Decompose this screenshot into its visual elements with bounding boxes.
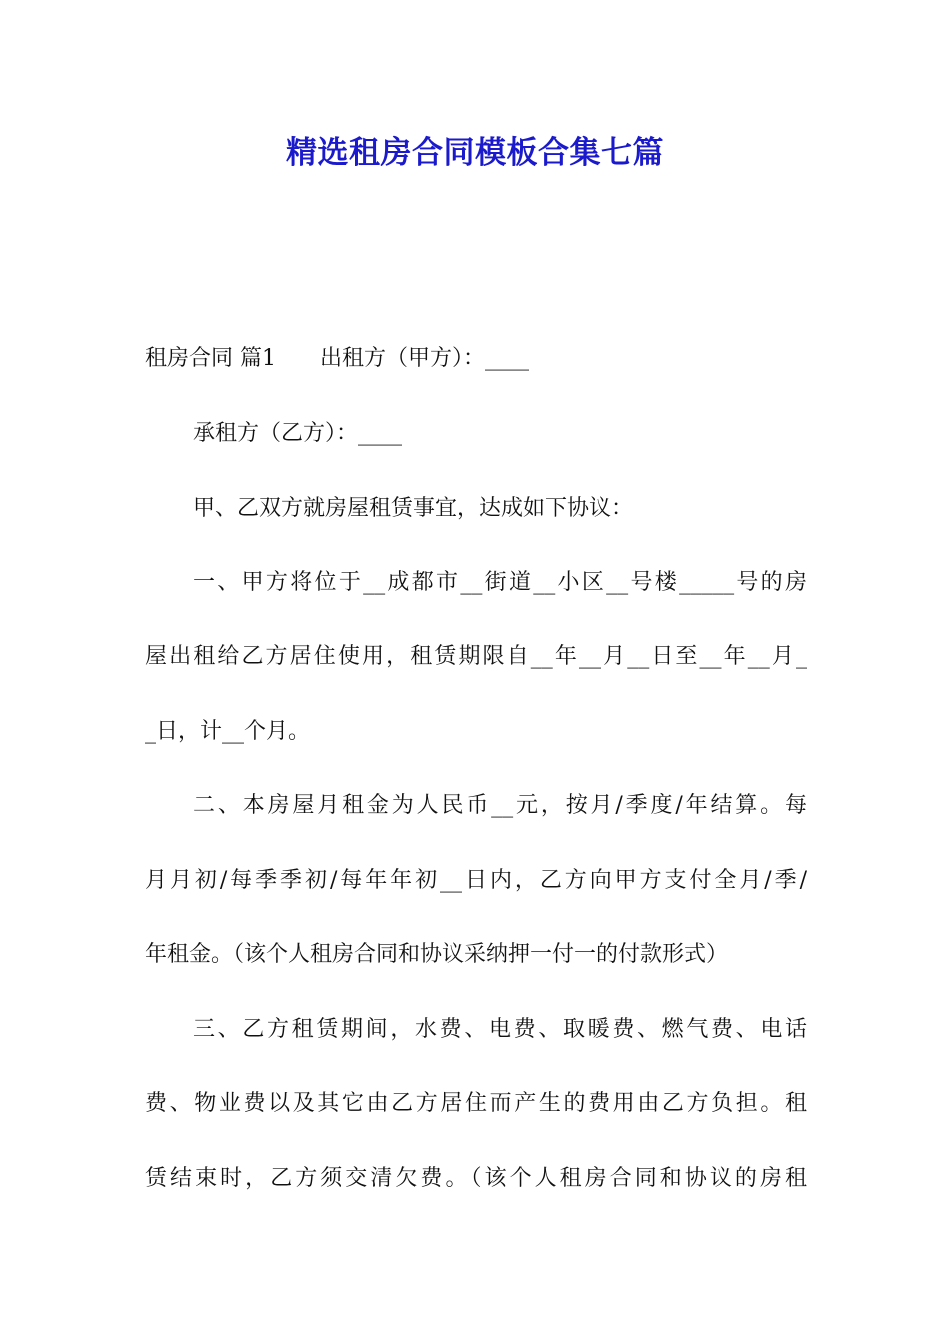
paragraph-line-heading [145,339,807,379]
lessor-field: 出租方（甲方）：____ [320,346,530,371]
document-title: 精选租房合同模板合集七篇 [286,135,664,171]
paragraph-line: 二、本房屋月租金为人民币__元，按月/季度/年结算。每 [193,793,807,818]
paragraph-line: 费、物业费以及其它由乙方居住而产生的费用由乙方负担。租 [145,1091,807,1116]
paragraph-line: 年租金。（该个人租房合同和协议采纳押一付一的付款形式） [145,942,729,967]
paragraph-intro: 甲、乙双方就房屋租赁事宜，达成如下协议： [193,496,634,521]
lessee-field: 承租方（乙方）：____ [193,421,403,446]
paragraph-line: 赁结束时，乙方须交清欠费。（该个人租房合同和协议的房租 [145,1166,807,1191]
section-heading: 租房合同 篇1 [145,346,276,371]
paragraph-line: _日，计__个月。 [145,719,311,744]
paragraph-line: 月月初/每季季初/每年年初__日内，乙方向甲方支付全月/季/ [145,868,807,893]
paragraph-line: 一、甲方将位于__成都市__街道__小区__号楼_____号的房 [193,570,807,595]
paragraph-line: 三、乙方租赁期间，水费、电费、取暖费、燃气费、电话 [193,1017,807,1042]
paragraph-line: 屋出租给乙方居住使用，租赁期限自__年__月__日至__年__月_ [145,644,807,669]
